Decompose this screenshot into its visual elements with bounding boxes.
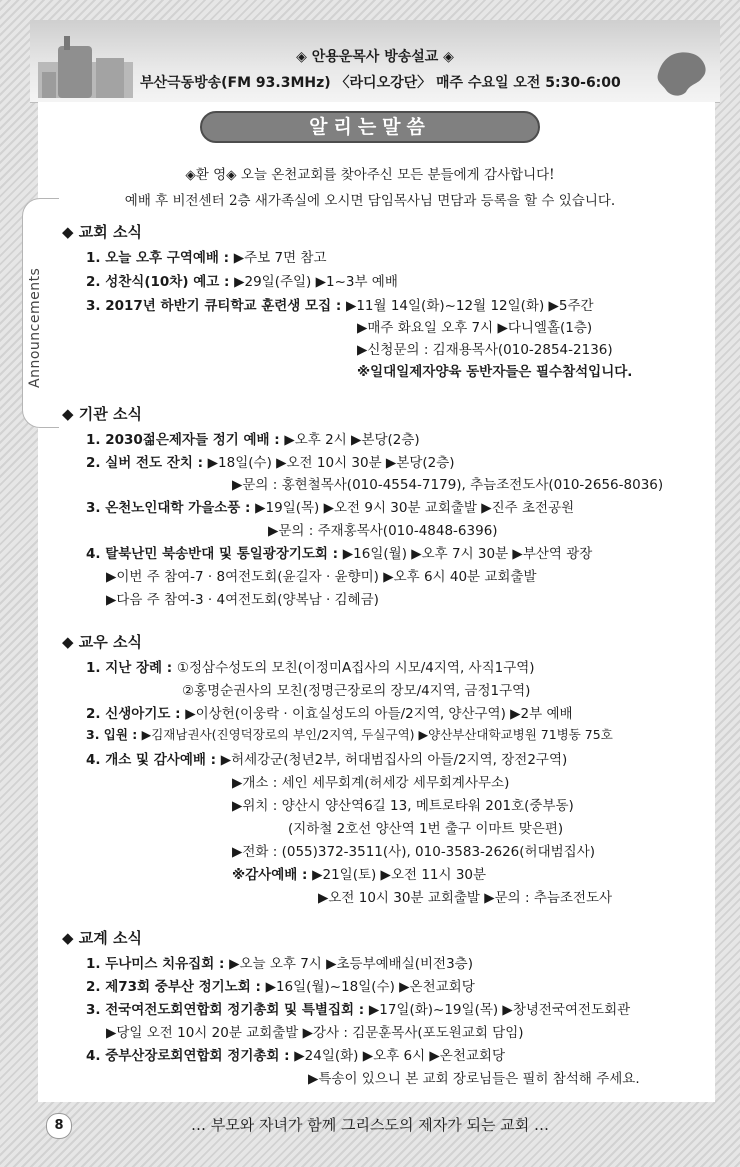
welcome-line-2: 예배 후 비전센터 2층 새가족실에 오시면 담임목사님 면담과 등록을 할 수 있습니다. [124,193,616,209]
list-item: 2. 성찬식(10차) 예고 : ▶29일(주일) ▶1~3부 예배 [86,274,398,290]
list-item-detail: ▶개소 : 세인 세무회계(허세강 세무회계사무소) [232,775,510,791]
list-item: 2. 제73회 중부산 정기노회 : ▶16일(월)~18일(수) ▶온천교회당 [86,979,475,995]
list-item: 4. 탈북난민 북송반대 및 통일광장기도회 : ▶16일(월) ▶오후 7시 30분 ▶부산역 광장 [86,546,593,562]
list-item-detail: ※감사예배 : ▶21일(토) ▶오전 11시 30분 [232,867,487,883]
list-item-detail: ▶다음 주 참여-3 · 4여전도회(양복남 · 김혜금) [106,592,379,608]
list-item: 1. 두나미스 치유집회 : ▶오늘 오후 7시 ▶초등부예배실(비전3층) [86,956,473,972]
list-item-detail: ▶당일 오전 10시 20분 교회출발 ▶강사 : 김문훈목사(포도원교회 담임) [106,1025,524,1041]
list-item: 1. 오늘 오후 구역예배 : ▶주보 7면 참고 [86,250,327,266]
page-number: 8 [46,1113,72,1139]
section-heading-district: ◆ 교계 소식 [62,929,142,947]
list-item: 4. 중부산장로회연합회 정기총회 : ▶24일(화) ▶오후 6시 ▶온천교회당 [86,1048,505,1064]
list-item-detail: ▶매주 화요일 오후 7시 ▶다니엘홀(1층) [357,320,593,336]
list-item-detail: ②홍명순권사의 모친(정명근장로의 장모/4지역, 금정1구역) [182,683,531,699]
welcome-line-1: ◈환 영◈ 오늘 온천교회를 찾아주신 모든 분들에게 감사합니다! [185,167,555,183]
list-item-detail: ▶문의 : 주재홍목사(010-4848-6396) [268,523,498,539]
list-item: 2. 신생아기도 : ▶이상헌(이웅락 · 이효실성도의 아들/2지역, 양산구역) ▶2부 예배 [86,706,573,722]
list-item: 4. 개소 및 감사예배 : ▶허세강군(청년2부, 허대범집사의 아들/2지역, 장전2구역) [86,752,568,768]
list-item-detail: ▶이번 주 참여-7 · 8여전도회(윤길자 · 윤향미) ▶오후 6시 40분 교회출발 [106,569,537,585]
section-heading-church: ◆ 교회 소식 [62,223,142,241]
list-item-detail: ▶신청문의 : 김재용목사(010-2854-2136) [357,342,613,358]
list-item: 2. 실버 전도 잔치 : ▶18일(수) ▶오전 10시 30분 ▶본당(2층) [86,455,455,471]
footer-slogan: … 부모와 자녀가 함께 그리스도의 제자가 되는 교회 … [191,1116,549,1134]
broadcast-schedule: 부산극동방송(FM 93.3MHz) 〈라디오강단〉 매주 수요일 오전 5:30-6:00 [140,75,621,91]
section-heading-members: ◆ 교우 소식 [62,633,142,651]
sermon-broadcast-title: ◈ 안용운목사 방송설교 ◈ [296,49,454,65]
list-item: 3. 온천노인대학 가을소풍 : ▶19일(목) ▶오전 9시 30분 교회출발 ▶진주 초전공원 [86,500,575,516]
list-item-detail: ▶위치 : 양산시 양산역6길 13, 메트로타워 201호(중부동) [232,798,574,814]
list-item: 1. 지난 장례 : ①정삼수성도의 모친(이정미A집사의 시모/4지역, 사직1구역) [86,660,535,676]
list-item: 3. 입원 : ▶김재남권사(진영덕장로의 부인/2지역, 두실구역) ▶양산부산대학교병원 71병동 75호 [86,727,613,742]
list-item-notice: ※일대일제자양육 동반자들은 필수참석입니다. [357,364,633,380]
page-title: 알리는말씀 [200,111,540,143]
list-item: 3. 2017년 하반기 큐티학교 훈련생 모집 : ▶11월 14일(화)~12월 12일(화) ▶5주간 [86,298,594,314]
list-item-detail: ▶문의 : 홍현철목사(010-4554-7179), 추늠조전도사(010-2656-8036) [232,477,664,493]
list-item-detail: ▶전화 : (055)372-3511(사), 010-3583-2626(허대범집사) [232,844,596,860]
list-item-detail: ▶오전 10시 30분 교회출발 ▶문의 : 추늠조전도사 [318,890,613,906]
section-heading-org: ◆ 기관 소식 [62,405,142,423]
list-item: 1. 2030젊은제자들 정기 예배 : ▶오후 2시 ▶본당(2층) [86,432,420,448]
list-item-detail: (지하철 2호선 양산역 1번 출구 이마트 맞은편) [288,821,564,837]
side-tab-label: Announcements [27,267,43,388]
broadcast-header [30,20,720,103]
list-item-detail: ▶특송이 있으니 본 교회 장로님들은 필히 참석해 주세요. [308,1071,640,1087]
list-item: 3. 전국여전도회연합회 정기총회 및 특별집회 : ▶17일(화)~19일(목) ▶창녕전국여전도회관 [86,1002,631,1018]
